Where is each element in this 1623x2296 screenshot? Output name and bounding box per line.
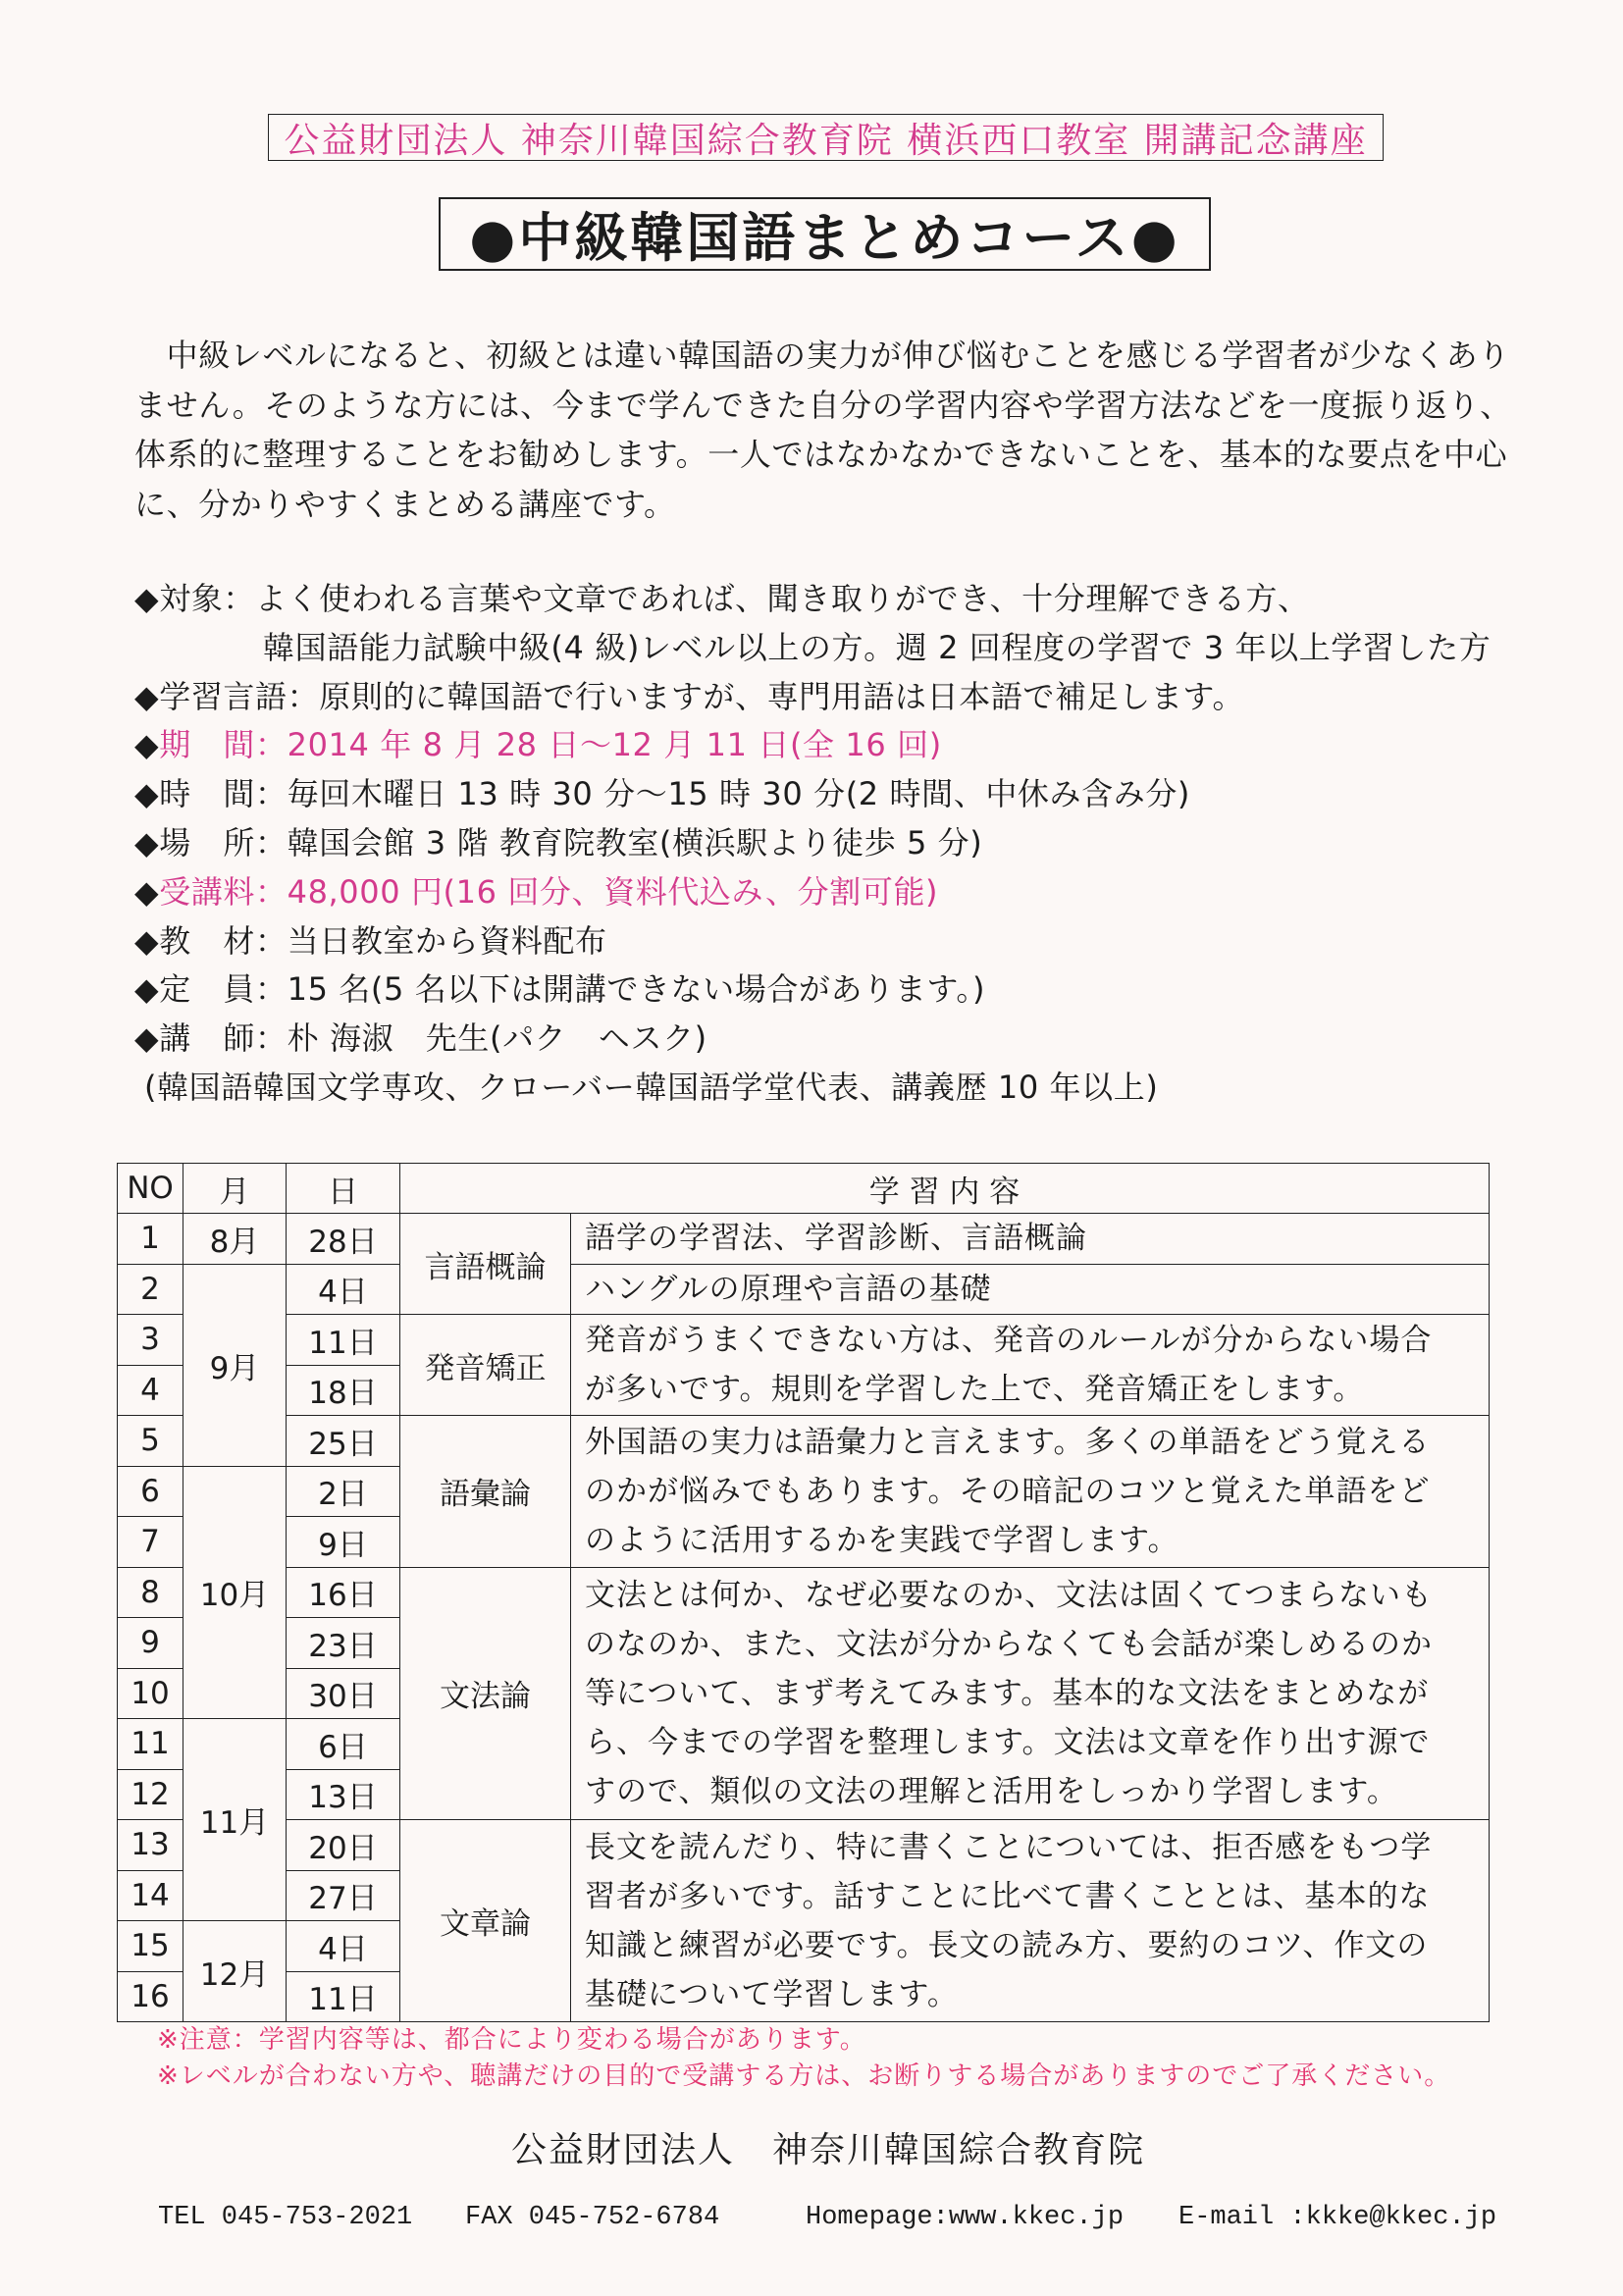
detail-text: 学習言語：原則的に韓国語で行いますが、専門用語は日本語で補足します。 <box>159 677 1245 715</box>
table-row <box>118 1264 1490 1315</box>
row-number: 6 <box>118 1466 183 1517</box>
diamond-bullet: ◆ <box>134 1019 160 1058</box>
diamond-bullet: ◆ <box>134 775 160 813</box>
detail-text: 教 材：当日教室から資料配布 <box>159 921 607 960</box>
topic-cell: 文章論 <box>400 1820 571 2022</box>
diamond-bullet: ◆ <box>134 872 160 911</box>
table-row <box>118 1416 1490 1467</box>
day-cell: 6日 <box>287 1719 400 1770</box>
intro-line: ません。そのような方には、今まで学んできた自分の学習内容や学習方法などを一度振り返り、 <box>134 386 1512 424</box>
detail-time <box>134 770 1491 819</box>
row-number: 5 <box>118 1416 183 1467</box>
day-cell: 28日 <box>287 1214 400 1265</box>
detail-language <box>134 673 1491 722</box>
detail-text: 期 間：2014 年 8 月 28 日～12 月 11 日(全 16 回) <box>159 726 942 764</box>
content-cell <box>571 1214 1490 1265</box>
content-cell <box>571 1416 1490 1568</box>
row-number: 4 <box>118 1365 183 1416</box>
topic-cell: 言語概論 <box>400 1214 571 1315</box>
detail-text: 講 師：朴 海淑 先生(パク ヘスク) <box>159 1019 707 1058</box>
detail-text: 時 間：毎回木曜日 13 時 30 分～15 時 30 分(2 時間、中休み含み分) <box>159 775 1190 813</box>
row-number: 13 <box>118 1820 183 1871</box>
content-line: 語学の学習法、学習診断、言語概論 <box>585 1221 1087 1257</box>
diamond-bullet: ◆ <box>134 921 160 960</box>
day-cell: 13日 <box>287 1769 400 1820</box>
day-cell: 18日 <box>287 1365 400 1416</box>
day-cell: 25日 <box>287 1416 400 1467</box>
day-cell: 11日 <box>287 1971 400 2022</box>
course-title: ●中級韓国語まとめコース● <box>439 197 1211 271</box>
table-row <box>118 1820 1490 1871</box>
content-cell <box>571 1567 1490 1820</box>
content-line: 外国語の実力は語彙力と言えます。多くの単語をどう覚える <box>585 1424 1431 1460</box>
intro-line: 中級レベルになると、初級とは違い韓国語の実力が伸び悩むことを感じる学習者が少なくあり <box>134 337 1510 374</box>
day-cell: 20日 <box>287 1820 400 1871</box>
row-number: 16 <box>118 1971 183 2022</box>
content-line: のかが悩みでもあります。その暗記のコツと覚えた単語をど <box>585 1473 1431 1509</box>
detail-text: 受講料：48,000 円(16 回分、資料代込み、分割可能) <box>159 872 939 911</box>
content-line: が多いです。規則を学習した上で、発音矯正をします。 <box>585 1372 1365 1407</box>
diamond-bullet: ◆ <box>134 823 160 861</box>
row-number: 15 <box>118 1921 183 1972</box>
header-no: NO <box>118 1164 183 1214</box>
intro-line: に、分かりやすくまとめる講座です。 <box>134 486 676 524</box>
contact-email: E-mail :kkke@kkec.jp <box>1178 2203 1497 2232</box>
organization-name: 公益財団法人 神奈川韓国綜合教育院 <box>511 2130 1146 2170</box>
content-line: ハングルの原理や言語の基礎 <box>585 1271 992 1307</box>
table-row <box>118 1567 1490 1618</box>
contact-homepage: Homepage:www.kkec.jp <box>806 2203 1125 2232</box>
content-cell <box>571 1820 1490 2022</box>
contact-fax: FAX 045-752-6784 <box>465 2203 720 2232</box>
row-number: 11 <box>118 1719 183 1770</box>
content-line: 知識と練習が必要です。長文の読み方、要約のコツ、作文の <box>585 1927 1429 1963</box>
topic-cell: 文法論 <box>400 1567 571 1820</box>
content-line: 習者が多いです。話すことに比べて書くこととは、基本的な <box>585 1878 1431 1914</box>
row-number: 8 <box>118 1567 183 1618</box>
detail-instructor <box>134 1015 1491 1064</box>
diamond-bullet: ◆ <box>134 677 160 715</box>
month-cell: 8月 <box>183 1214 287 1265</box>
month-cell: 9月 <box>183 1264 287 1466</box>
table-row <box>118 1315 1490 1366</box>
day-cell: 4日 <box>287 1264 400 1315</box>
content-line: すので、類似の文法の理解と活用をしっかり学習します。 <box>585 1773 1398 1809</box>
detail-material <box>134 917 1491 966</box>
detail-target-continued <box>134 624 1491 673</box>
detail-place <box>134 819 1491 868</box>
header-month: 月 <box>183 1164 287 1214</box>
row-number: 2 <box>118 1264 183 1315</box>
diamond-bullet: ◆ <box>134 580 160 617</box>
detail-capacity <box>134 965 1491 1015</box>
detail-period <box>134 721 1491 770</box>
topic-cell: 語彙論 <box>400 1416 571 1568</box>
topic-cell: 発音矯正 <box>400 1315 571 1416</box>
contact-tel: TEL 045-753-2021 <box>158 2203 413 2232</box>
detail-target <box>134 575 1491 624</box>
row-number: 9 <box>118 1618 183 1669</box>
row-number: 3 <box>118 1315 183 1366</box>
row-number: 12 <box>118 1769 183 1820</box>
month-cell: 11月 <box>183 1719 287 1921</box>
content-line: 基礎について学習します。 <box>585 1976 959 2012</box>
day-cell: 16日 <box>287 1567 400 1618</box>
diamond-bullet: ◆ <box>134 726 160 764</box>
detail-text: 場 所：韓国会館 3 階 教育院教室(横浜駅より徒歩 5 分) <box>159 823 983 861</box>
detail-text: (韓国語韓国文学専攻、クローバー韓国語学堂代表、講義歴 10 年以上) <box>144 1068 1159 1106</box>
event-banner: 公益財団法人 神奈川韓国綜合教育院 横浜西口教室 開講記念講座 <box>268 114 1384 161</box>
schedule-table <box>117 1163 1490 2022</box>
day-cell: 30日 <box>287 1668 400 1719</box>
detail-text: 韓国語能力試験中級(4 級)レベル以上の方。週 2 回程度の学習で 3 年以上学習した方 <box>263 628 1492 666</box>
detail-text: 定 員：15 名(5 名以下は開講できない場合があります。) <box>159 970 986 1009</box>
note-line: ※レベルが合わない方や、聴講だけの目的で受講する方は、お断りする場合がありますのでご了承ください。 <box>157 2061 1451 2091</box>
row-number: 1 <box>118 1214 183 1265</box>
course-details <box>134 575 1491 1113</box>
content-line: 発音がうまくできない方は、発音のルールが分からない場合 <box>585 1323 1433 1358</box>
intro-line: 体系的に整理することをお勧めします。一人ではなかなかできないことを、基本的な要点を中心 <box>134 436 1508 474</box>
header-day: 日 <box>287 1164 400 1214</box>
day-cell: 11日 <box>287 1315 400 1366</box>
note-line: ※注意：学習内容等は、都合により変わる場合があります。 <box>157 2025 866 2055</box>
content-cell <box>571 1264 1490 1315</box>
notes <box>157 2022 1450 2095</box>
detail-text: 対象：よく使われる言葉や文章であれば、聞き取りができ、十分理解できる方、 <box>159 580 1310 617</box>
content-line: 長文を読んだり、特に書くことについては、拒否感をもつ学 <box>585 1829 1433 1865</box>
content-line: 等について、まず考えてみます。基本的な文法をまとめなが <box>585 1675 1430 1711</box>
day-cell: 2日 <box>287 1466 400 1517</box>
intro-paragraph <box>134 331 1512 530</box>
row-number: 7 <box>118 1517 183 1568</box>
content-line: のなのか、また、文法が分からなくても会話が楽しめるのか <box>585 1626 1433 1662</box>
content-line: ら、今までの学習を整理します。文法は文章を作り出す源で <box>585 1724 1431 1760</box>
day-cell: 27日 <box>287 1870 400 1921</box>
detail-fee <box>134 868 1491 917</box>
header-content: 学 習 内 容 <box>400 1164 1490 1214</box>
table-row <box>118 1214 1490 1265</box>
month-cell: 12月 <box>183 1921 287 2022</box>
diamond-bullet: ◆ <box>134 970 160 1009</box>
day-cell: 4日 <box>287 1921 400 1972</box>
content-line: のように活用するかを実践で学習します。 <box>585 1522 1179 1558</box>
table-header-row <box>118 1164 1490 1214</box>
day-cell: 9日 <box>287 1517 400 1568</box>
content-line: 文法とは何か、なぜ必要なのか、文法は固くてつまらないも <box>585 1577 1433 1613</box>
day-cell: 23日 <box>287 1618 400 1669</box>
month-cell: 10月 <box>183 1466 287 1719</box>
row-number: 14 <box>118 1870 183 1921</box>
row-number: 10 <box>118 1668 183 1719</box>
detail-instructor-profile <box>134 1064 1491 1113</box>
content-cell <box>571 1315 1490 1416</box>
